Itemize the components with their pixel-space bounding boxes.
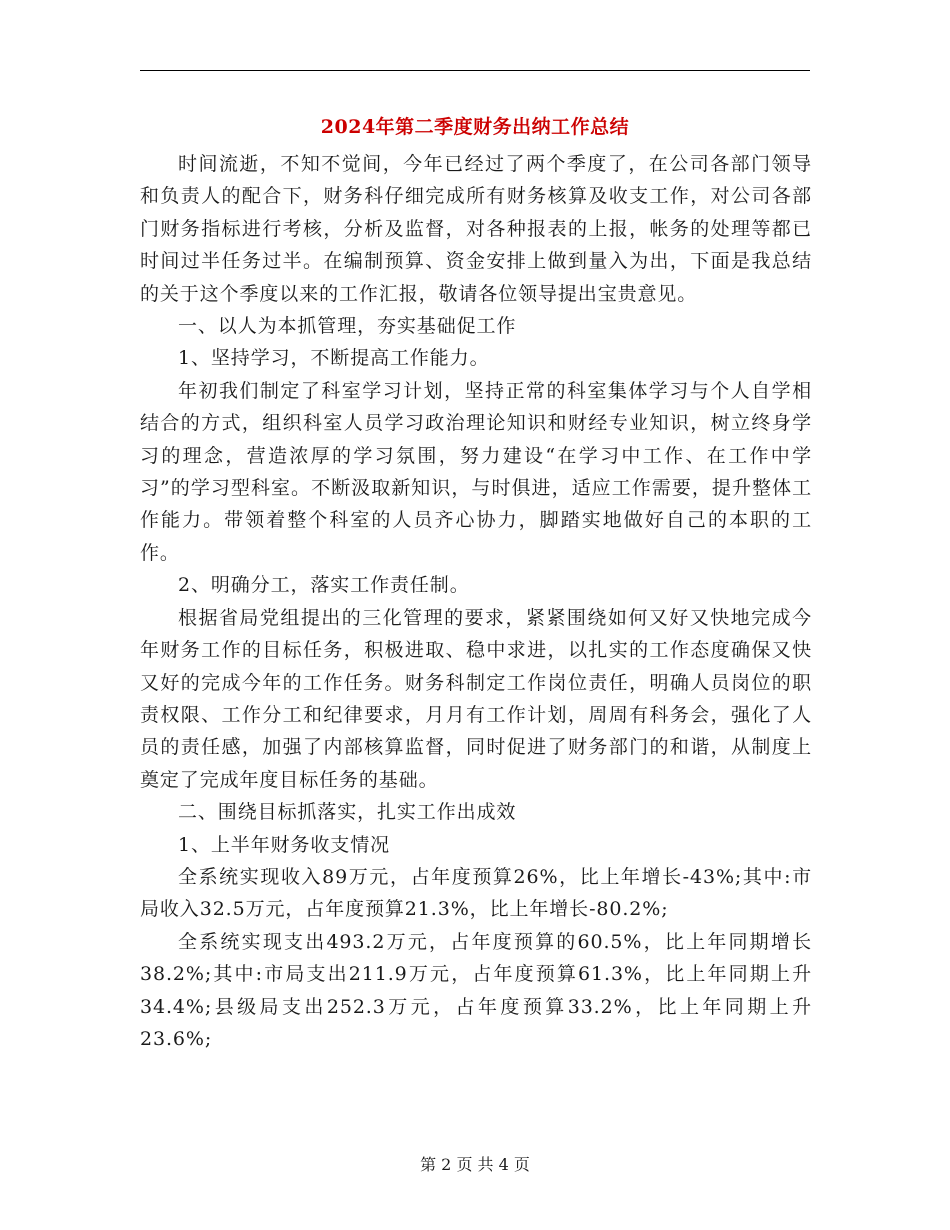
document-title: 2024年第二季度财务出纳工作总结 bbox=[320, 116, 630, 138]
paragraph-study: 年初我们制定了科室学习计划，坚持正常的科室集体学习与个人自学相结合的方式，组织科室人员学习政治理论知识和财经专业知识，树立终身学习的理念，营造浓厚的学习氛围，努力建设“在学习中工作、在工作中学习”的学习型科室。不断汲取新知识，与时俱进，适应工作需要，提升整体工作能力。带领着整个科室的人员齐心协力，脚踏实地做好自己的本职的工作。 bbox=[140, 379, 812, 564]
paragraph-responsibility: 根据省局党组提出的三化管理的要求，紧紧围绕如何又好又快地完成今年财务工作的目标任务，积极进取、稳中求进，以扎实的工作态度确保又快又好的完成今年的工作任务。财务科制定工作岗位责任，明确人员岗位的职责权限、工作分工和纪律要求，月月有工作计划，周周有科务会，强化了人员的责任感，加强了内部核算监督，同时促进了财务部门的和谐，从制度上奠定了完成年度目标任务的基础。 bbox=[140, 606, 812, 791]
subheading-2-1: 1、上半年财务收支情况 bbox=[178, 833, 390, 856]
section-heading-1: 一、以人为本抓管理，夯实基础促工作 bbox=[178, 315, 517, 338]
paragraph-expenditure: 全系统实现支出493.2万元，占年度预算的60.5%，比上年同期增长38.2%;其中:市局支出211.9万元，占年度预算61.3%，比上年同期上升34.4%;县级局支出252.3万元，占年度预算33.2%，比上年同期上升23.6%; bbox=[140, 930, 812, 1050]
header-rule bbox=[140, 70, 810, 71]
subheading-1-1: 1、坚持学习，不断提高工作能力。 bbox=[178, 347, 490, 370]
page-number: 第 2 页 共 4 页 bbox=[420, 1155, 530, 1174]
paragraph-intro: 时间流逝，不知不觉间，今年已经过了两个季度了，在公司各部门领导和负责人的配合下，财务科仔细完成所有财务核算及收支工作，对公司各部门财务指标进行考核，分析及监督，对各种报表的上报，帐务的处理等都已时间过半任务过半。在编制预算、资金安排上做到量入为出，下面是我总结的关于这个季度以来的工作汇报，敬请各位领导提出宝贵意见。 bbox=[140, 153, 812, 305]
section-heading-2: 二、围绕目标抓落实，扎实工作出成效 bbox=[178, 801, 517, 824]
paragraph-income: 全系统实现收入89万元，占年度预算26%，比上年增长-43%;其中:市局收入32.5万元，占年度预算21.3%，比上年增长-80.2%; bbox=[140, 865, 812, 921]
document-body bbox=[140, 148, 812, 1055]
subheading-1-2: 2、明确分工，落实工作责任制。 bbox=[178, 574, 470, 597]
